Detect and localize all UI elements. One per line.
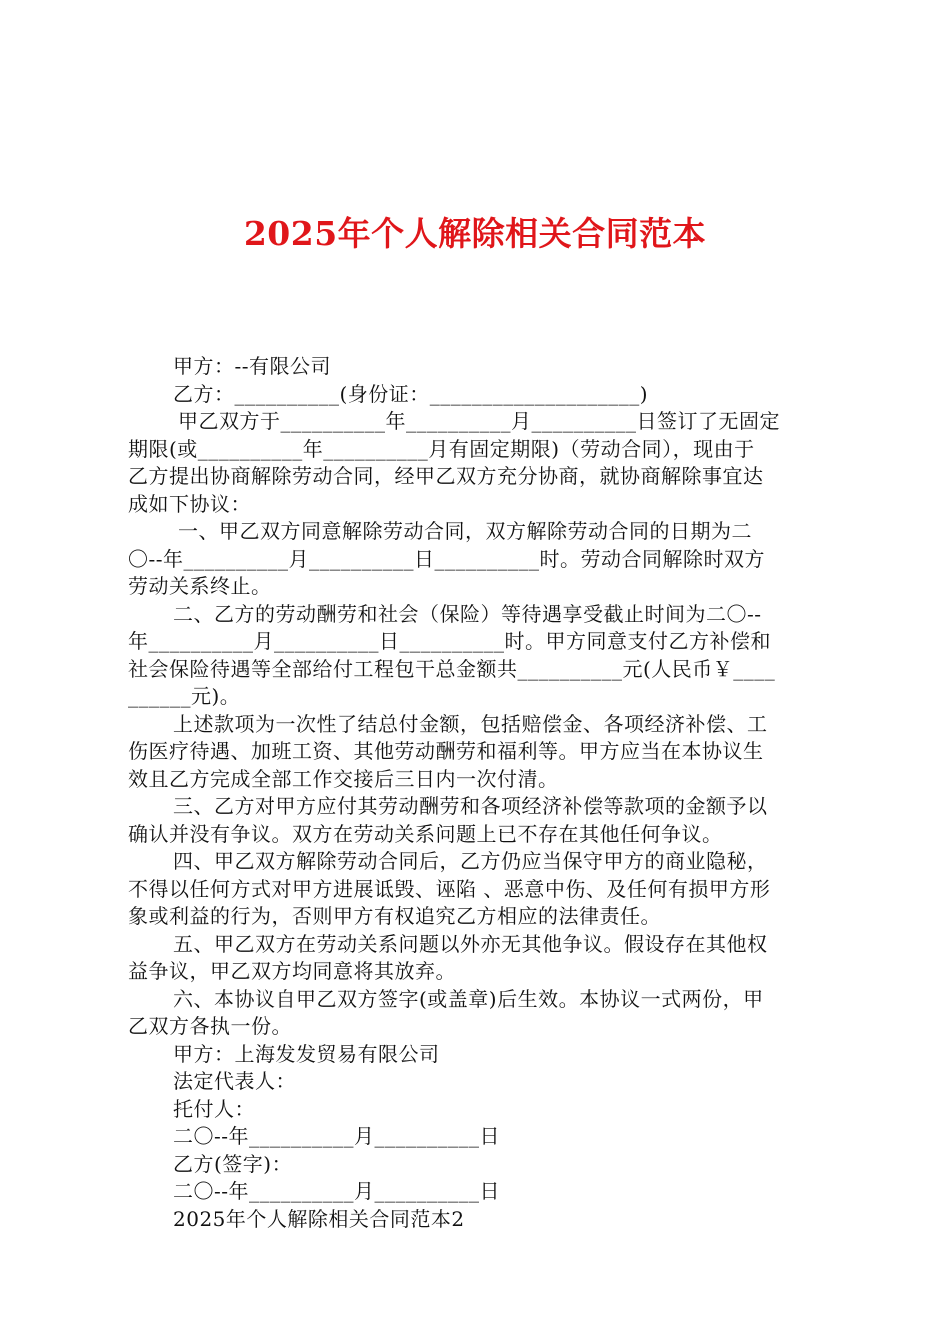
paragraph-line: 乙方提出协商解除劳动合同，经甲乙双方充分协商，就协商解除事宜达 <box>128 464 764 488</box>
party-a-line: 甲方：--有限公司 <box>173 354 332 378</box>
paragraph-line: 年__________月__________日__________时。甲方同意支付乙方补偿和 <box>128 629 771 653</box>
signature-agent: 托付人： <box>173 1096 255 1121</box>
paragraph-line: 象或利益的行为，否则甲方有权追究乙方相应的法律责任。 <box>128 904 661 928</box>
document-body <box>128 353 838 1233</box>
document-title: 2025年个人解除相关合同范本 <box>243 214 707 253</box>
paragraph-line: 效且乙方完成全部工作交接后三日内一次付清。 <box>128 766 559 791</box>
signature-party-a: 甲方：上海发发贸易有限公司 <box>173 1041 440 1066</box>
paragraph-line: 六、本协议自甲乙双方签字(或盖章)后生效。本协议一式两份，甲 <box>173 986 764 1011</box>
paragraph-line: ______元)。 <box>128 684 241 708</box>
paragraph-line: 五、甲乙双方在劳动关系问题以外亦无其他争议。假设存在其他权 <box>173 931 768 956</box>
paragraph-line: 乙双方各执一份。 <box>128 1014 292 1038</box>
signature-party-b: 乙方(签字)： <box>173 1151 293 1176</box>
signature-date-a: 二〇--年__________月__________日 <box>173 1124 501 1148</box>
paragraph-line: 二、乙方的劳动酬劳和社会（保险）等待遇享受截止时间为二〇-- <box>173 601 762 626</box>
paragraph-line: 上述款项为一次性了结总付金额，包括赔偿金、各项经济补偿、工 <box>173 711 768 736</box>
paragraph-line: 成如下协议： <box>128 491 251 516</box>
paragraph-line: 劳动关系终止。 <box>128 574 272 598</box>
paragraph-line: 甲乙双方于__________年__________月__________日签订了无固定 <box>178 409 780 433</box>
signature-date-b: 二〇--年__________月__________日 <box>173 1179 501 1203</box>
party-b-line: 乙方：__________(身份证：____________________) <box>173 381 649 406</box>
paragraph-line: 一、甲乙双方同意解除劳动合同，双方解除劳动合同的日期为二 <box>178 519 752 543</box>
paragraph-line: 四、甲乙双方解除劳动合同后，乙方仍应当保守甲方的商业隐秘， <box>173 849 768 873</box>
next-section-heading: 2025年个人解除相关合同范本2 <box>173 1206 465 1231</box>
paragraph-line: 社会保险待遇等全部给付工程包干总金额共__________元(人民币￥____ <box>128 656 776 681</box>
paragraph-line: 〇--年__________月__________日__________时。劳动合同解除时双方 <box>128 546 766 571</box>
paragraph-line: 确认并没有争议。双方在劳动关系问题上已不存在其他任何争议。 <box>128 821 723 846</box>
signature-legal-rep: 法定代表人： <box>173 1069 296 1093</box>
paragraph-line: 伤医疗待遇、加班工资、其他劳动酬劳和福利等。甲方应当在本协议生 <box>128 739 764 763</box>
paragraph-line: 期限(或__________年__________月有固定期限)（劳动合同），现由于 <box>128 436 755 461</box>
paragraph-line: 不得以任何方式对甲方进展诋毁、诬陷 、恶意中伤、及任何有损甲方形 <box>128 876 771 901</box>
paragraph-line: 益争议，甲乙双方均同意将其放弃。 <box>128 959 456 983</box>
paragraph-line: 三、乙方对甲方应付其劳动酬劳和各项经济补偿等款项的金额予以 <box>173 794 768 818</box>
